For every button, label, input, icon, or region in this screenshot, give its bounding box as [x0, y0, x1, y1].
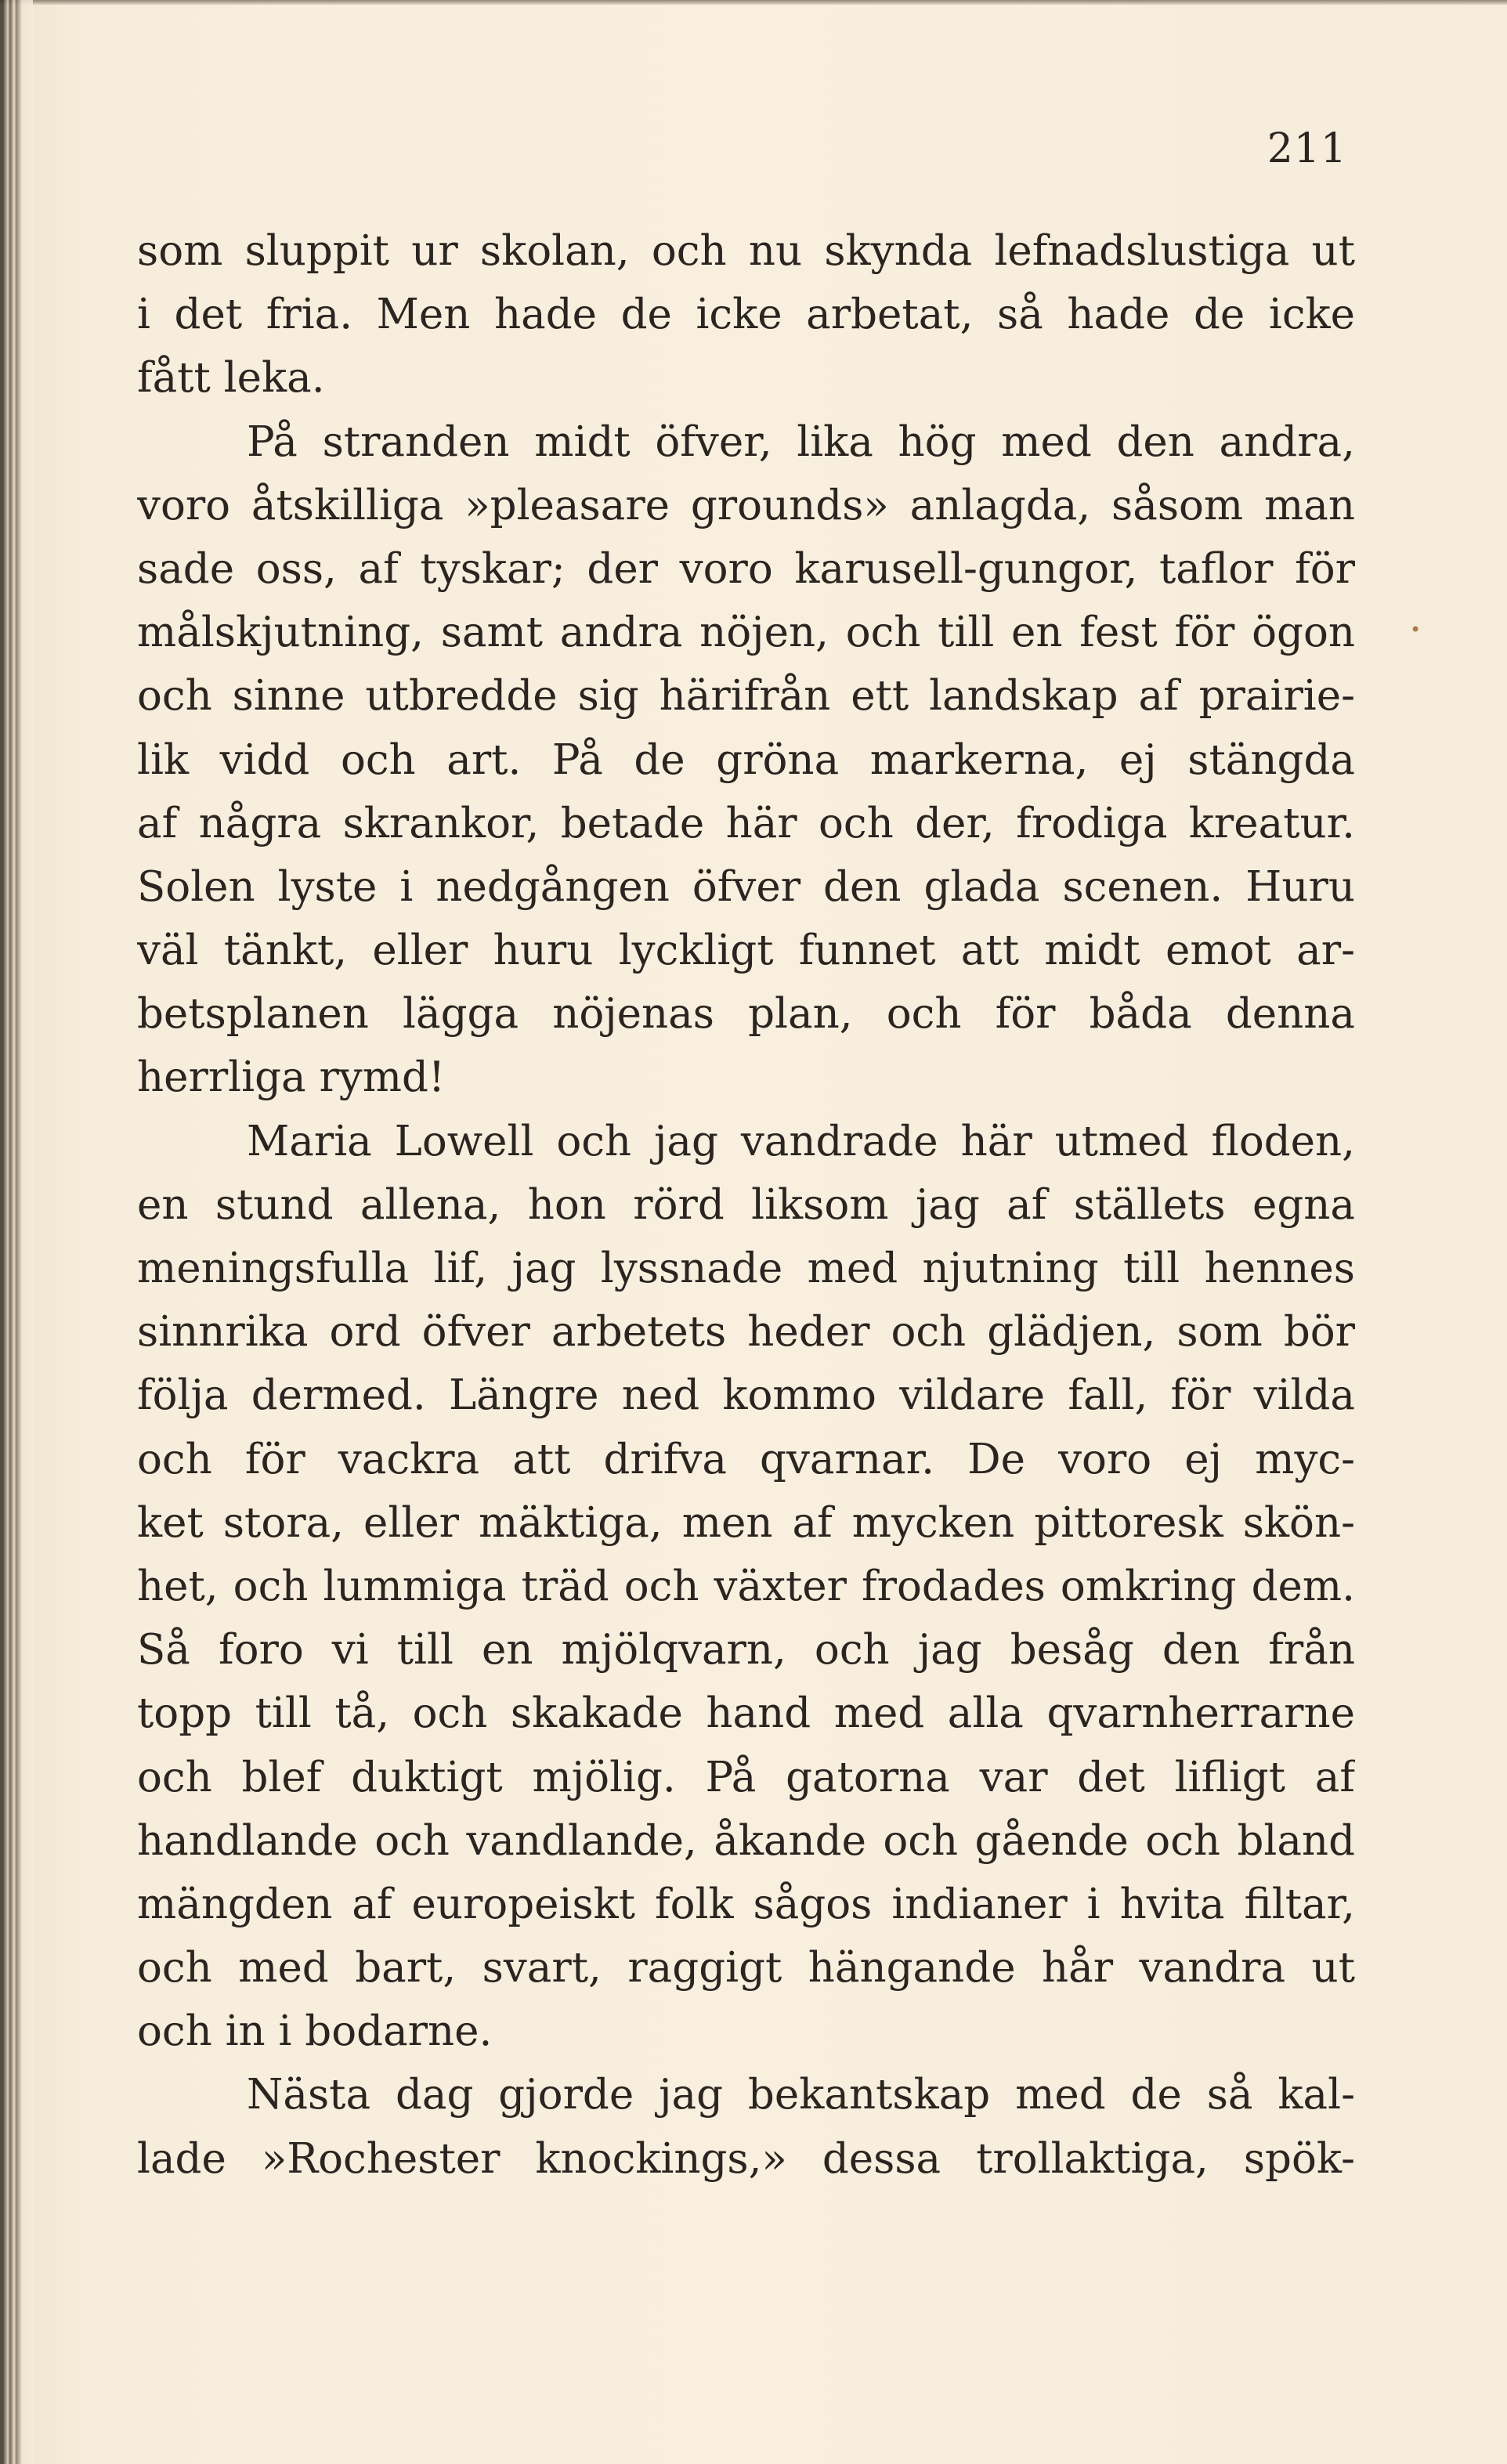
body-text — [137, 219, 1355, 2191]
text-line: väl tänkt, eller huru lyckligt funnet att midt emot ar- — [137, 927, 1355, 975]
book-binding-edge — [0, 0, 33, 2464]
text-line: sinnrika ord öfver arbetets heder och glädjen, som bör — [137, 1308, 1355, 1357]
text-line: af några skrankor, betade här och der, frodiga kreatur. — [137, 799, 1355, 847]
text-line: mängden af europeiskt folk sågos indianer i hvita filtar, — [137, 1880, 1355, 1928]
text-line: voro åtskilliga »pleasare grounds» anlagda, såsom man — [137, 481, 1355, 529]
text-line: meningsfulla lif, jag lyssnade med njutning till hennes — [137, 1245, 1355, 1292]
text-line: följa dermed. Längre ned kommo vildare fall, för vilda — [137, 1371, 1355, 1420]
text-line: lik vidd och art. På de gröna markerna, ej stängda — [137, 735, 1355, 784]
text-line: På stranden midt öfver, lika hög med den andra, — [247, 417, 1355, 466]
text-line: Maria Lowell och jag vandrade här utmed floden, — [247, 1117, 1355, 1165]
text-line: i det fria. Men hade de icke arbetat, så hade de icke — [137, 291, 1355, 339]
text-line: och in i bodarne. — [137, 2007, 493, 2056]
text-line: betsplanen lägga nöjenas plan, och för båda denna — [137, 990, 1355, 1039]
page-top-edge — [0, 0, 1507, 5]
text-line: målskjutning, samt andra nöjen, och till en fest för ögon — [137, 609, 1355, 657]
text-line: och för vackra att drifva qvarnar. De voro ej myc- — [137, 1435, 1355, 1483]
text-line: Nästa dag gjorde jag bekantskap med de så kal- — [247, 2071, 1355, 2119]
text-line: och med bart, svart, raggigt hängande hår vandra ut — [137, 1944, 1355, 1993]
text-line: som sluppit ur skolan, och nu skynda lefnadslustiga ut — [137, 227, 1355, 275]
text-line: Så foro vi till en mjölqvarn, och jag besåg den från — [137, 1626, 1355, 1675]
text-line: fått leka. — [137, 354, 325, 403]
text-line: Solen lyste i nedgången öfver den glada scenen. Huru — [137, 862, 1355, 911]
text-line: och blef duktigt mjölig. På gatorna var det lifligt af — [137, 1753, 1355, 1801]
text-line: topp till tå, och skakade hand med alla qvarnherrarne — [137, 1689, 1355, 1738]
text-line: herrliga rymd! — [137, 1053, 446, 1102]
text-line: och sinne utbredde sig härifrån ett landskap af prairie- — [137, 672, 1355, 721]
text-line: het, och lummiga träd och växter frodades omkring dem. — [137, 1562, 1355, 1610]
text-line: ket stora, eller mäktiga, men af mycken pittoresk skön- — [137, 1498, 1355, 1547]
text-line: sade oss, af tyskar; der voro karusell-gungor, taflor för — [137, 544, 1355, 593]
page-number: 211 — [1267, 125, 1347, 172]
text-line: handlande och vandlande, åkande och gående och bland — [137, 1816, 1355, 1865]
margin-speck: • — [1410, 619, 1422, 641]
text-line: en stund allena, hon rörd liksom jag af ställets egna — [137, 1180, 1355, 1229]
text-line: lade »Rochester knockings,» dessa trollaktiga, spök- — [137, 2134, 1355, 2183]
